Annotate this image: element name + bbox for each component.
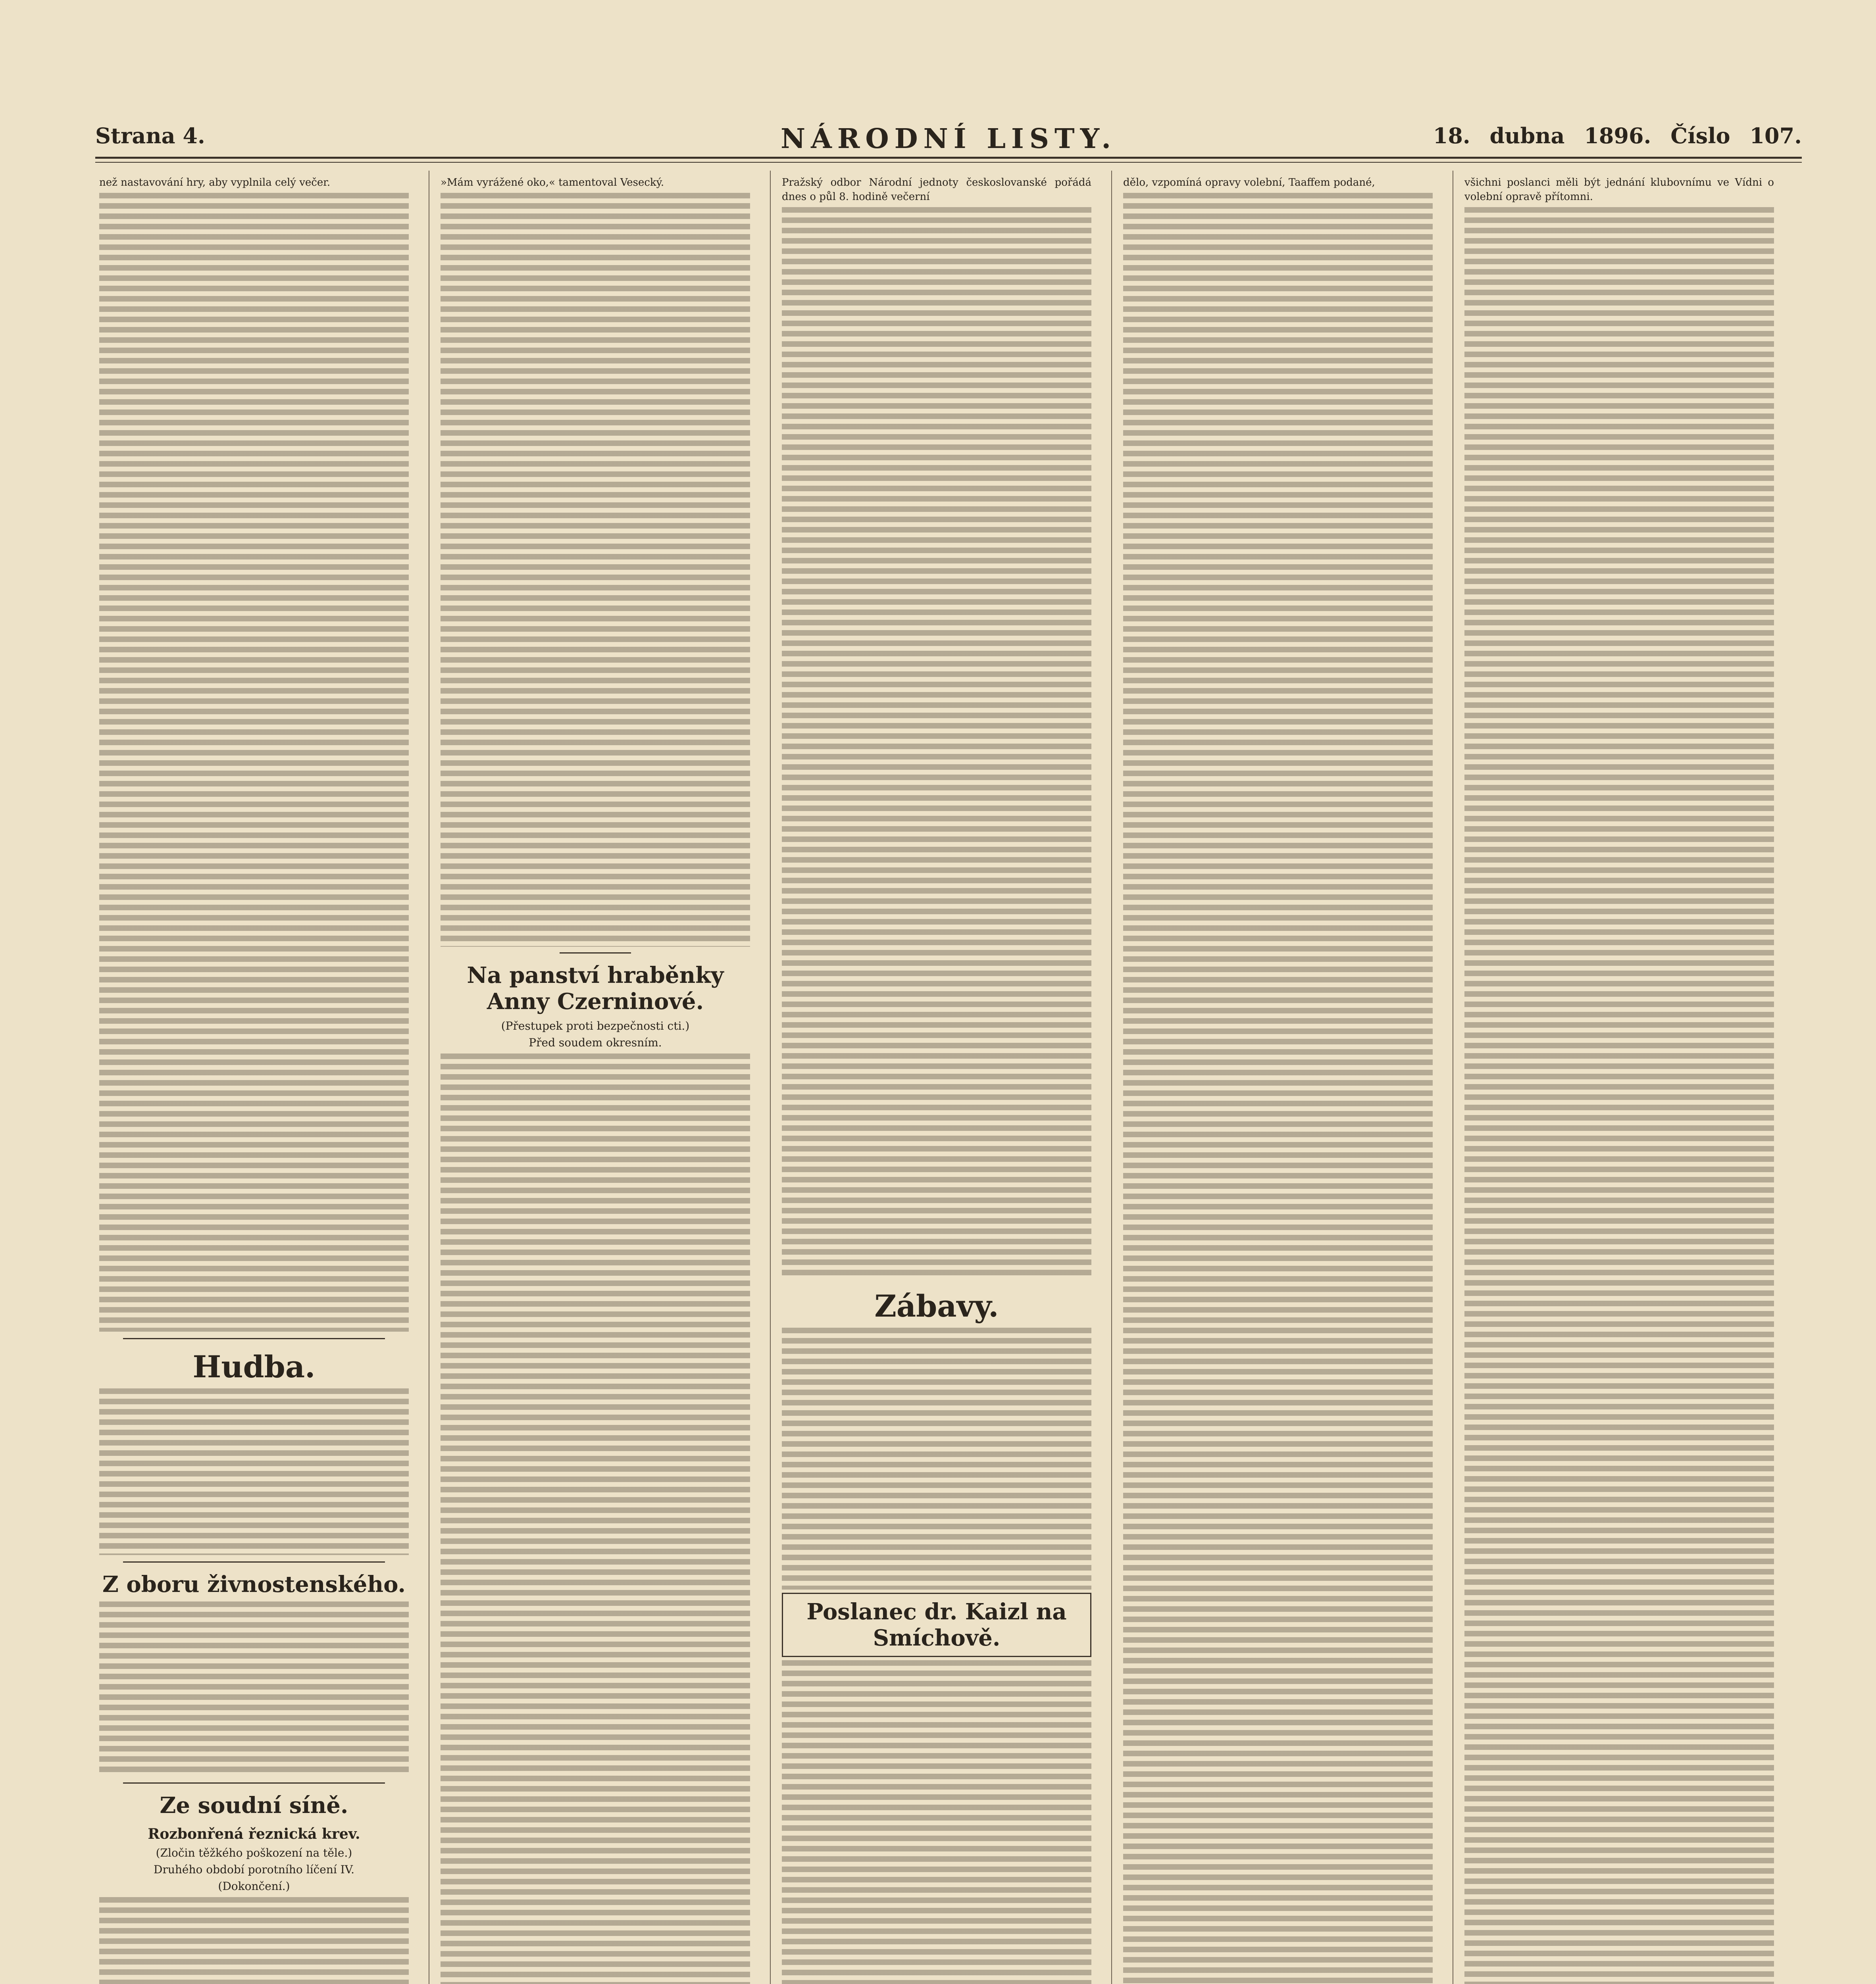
newspaper-title: NÁRODNÍ LISTY. — [780, 123, 1117, 155]
text-block — [782, 207, 1091, 1278]
section-divider — [560, 952, 631, 954]
date-and-issue — [1433, 123, 1802, 148]
issue-date: 18. dubna 1896. — [1433, 123, 1651, 148]
text-block — [99, 1601, 409, 1776]
text-block — [782, 1660, 1091, 1984]
column-lead: »Mám vyrážené oko,« tamentoval Vesecký. — [441, 177, 664, 188]
section-divider — [123, 1338, 385, 1339]
column-lead: Pražský odbor Národní jednoty českoslovanské pořádá dnes o půl 8. hodině večerní — [782, 177, 1091, 203]
text-block — [1123, 193, 1433, 1984]
text-block — [782, 1328, 1091, 1590]
section-heading-box — [782, 1593, 1091, 1657]
section-divider — [123, 1561, 385, 1563]
article-subtitle: (Přestupek proti bezpečnosti cti.) — [501, 1019, 690, 1032]
article-subtitle: (Zločin těžkého poškození na těle.) — [156, 1846, 352, 1859]
text-block — [1464, 207, 1774, 1984]
article-subtitle: (Dokončení.) — [218, 1880, 290, 1893]
section-heading: Poslanec dr. Kaizl na Smíchově. — [806, 1599, 1067, 1651]
text-block — [441, 193, 750, 947]
masthead-rule — [95, 157, 1802, 159]
column-1 — [99, 171, 409, 1984]
section-heading: Zábavy. — [874, 1288, 999, 1324]
page-number: Strana 4. — [95, 123, 205, 148]
section-heading: Ze soudní síně. — [160, 1792, 348, 1819]
text-block — [99, 1388, 409, 1555]
column-lead: dělo, vzpomíná opravy volební, Taaffem podané, — [1123, 177, 1375, 188]
column-5 — [1464, 171, 1774, 1984]
column-lead: všichni poslanci měli být jednání klubovnímu ve Vídni o volební opravě přítomni. — [1464, 177, 1774, 203]
column-rule — [1111, 171, 1112, 1984]
column-4 — [1123, 171, 1433, 1984]
section-heading: Z oboru živnostenského. — [102, 1571, 406, 1598]
text-block — [99, 1897, 409, 1984]
text-block — [99, 193, 409, 1332]
column-lead: než nastavování hry, aby vyplnila celý večer. — [99, 177, 331, 188]
masthead-rule-thin — [95, 162, 1802, 163]
article-subtitle: Druhého období porotního líčení IV. — [154, 1863, 354, 1876]
section-heading: Na panství hraběnky Anny Czerninové. — [467, 962, 724, 1015]
text-block — [441, 1054, 750, 1984]
section-heading: Hudba. — [192, 1349, 316, 1384]
column-rule — [770, 171, 771, 1984]
article-title: Rozbonřená řeznická krev. — [148, 1826, 360, 1842]
masthead — [95, 115, 1802, 159]
article-subtitle: Před soudem okresním. — [529, 1036, 662, 1049]
column-3 — [782, 171, 1091, 1984]
section-divider — [123, 1782, 385, 1784]
issue-number: Číslo 107. — [1670, 123, 1802, 148]
column-2 — [441, 171, 750, 1984]
